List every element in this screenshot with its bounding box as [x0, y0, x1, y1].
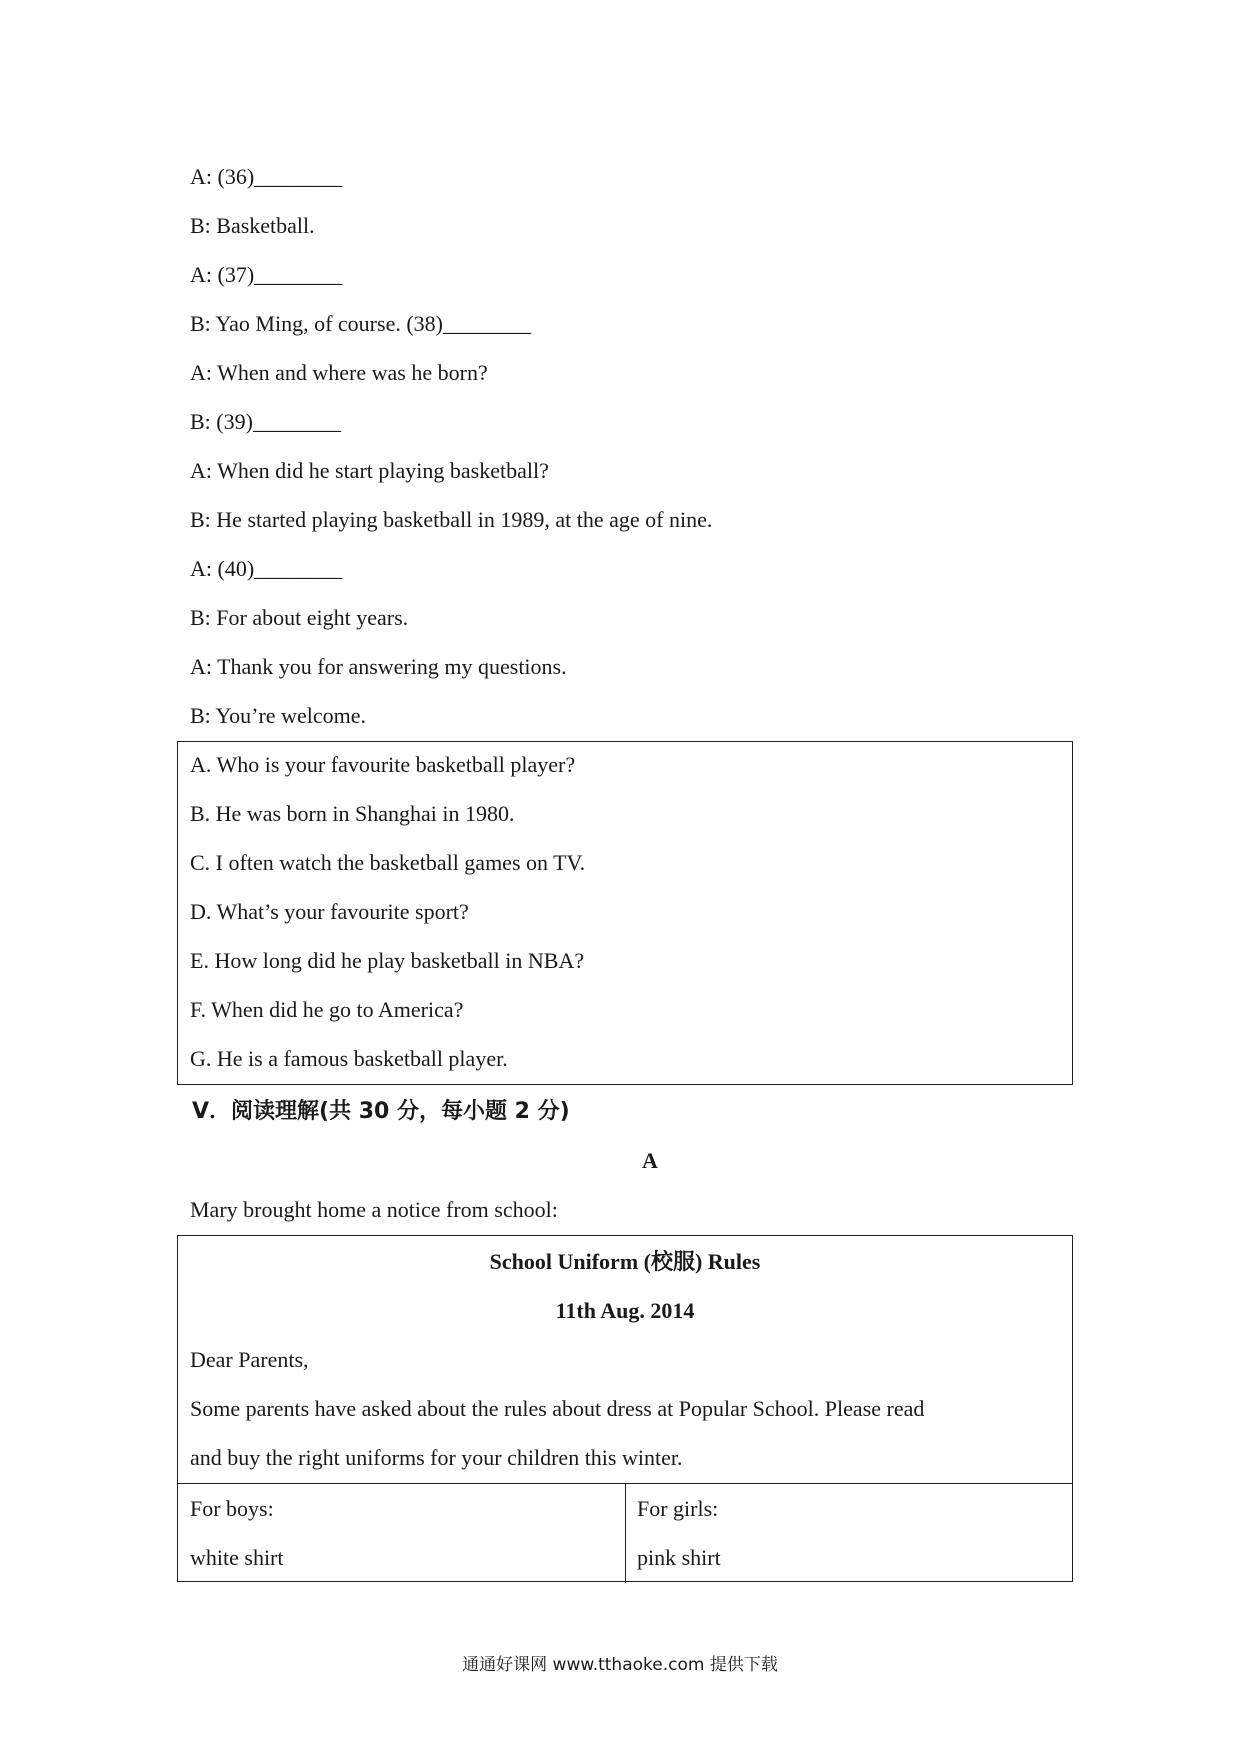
option-c: C. I often watch the basketball games on TV. — [190, 850, 586, 875]
option-f: F. When did he go to America? — [190, 997, 464, 1022]
notice-salutation: Dear Parents, — [190, 1347, 309, 1372]
dialogue-line-36: A: (36)________ — [190, 164, 343, 189]
footer-text: 通通好课网 www.tthaoke.com 提供下载 — [462, 1655, 778, 1675]
dialogue-line: A: When and where was he born? — [190, 360, 488, 385]
dialogue-line-37: A: (37)________ — [190, 262, 343, 287]
dialogue-line: B: For about eight years. — [190, 605, 409, 630]
notice-table — [177, 1235, 1073, 1582]
option-d: D. What’s your favourite sport? — [190, 899, 469, 924]
dialogue-line-39: B: (39)________ — [190, 409, 341, 434]
dialogue-line: A: When did he start playing basketball? — [190, 458, 549, 483]
option-g: G. He is a famous basketball player. — [190, 1046, 508, 1071]
notice-title: School Uniform (校服) Rules — [489, 1249, 761, 1274]
notice-body-line: and buy the right uniforms for your children this winter. — [190, 1445, 683, 1470]
dialogue-line: B: Basketball. — [190, 213, 315, 238]
notice-header-cell — [178, 1236, 1072, 1484]
passage-label: A — [642, 1148, 658, 1173]
boys-item: white shirt — [190, 1545, 284, 1570]
girls-heading: For girls: — [637, 1496, 719, 1521]
column-divider — [625, 1484, 626, 1583]
option-e: E. How long did he play basketball in NBA? — [190, 948, 585, 973]
girls-item: pink shirt — [637, 1545, 721, 1570]
boys-heading: For boys: — [190, 1496, 274, 1521]
passage-intro: Mary brought home a notice from school: — [190, 1197, 558, 1222]
section-heading: V．阅读理解(共 30 分，每小题 2 分) — [192, 1099, 570, 1124]
options-box — [177, 741, 1073, 1085]
option-a: A. Who is your favourite basketball player? — [190, 752, 576, 777]
option-b: B. He was born in Shanghai in 1980. — [190, 801, 515, 826]
dialogue-line: A: Thank you for answering my questions. — [190, 654, 567, 679]
notice-body-line: Some parents have asked about the rules about dress at Popular School. Please read — [190, 1396, 925, 1421]
dialogue-line: B: You’re welcome. — [190, 703, 366, 728]
dialogue-line-40: A: (40)________ — [190, 556, 343, 581]
dialogue-line-38: B: Yao Ming, of course. (38)________ — [190, 311, 531, 336]
notice-date: 11th Aug. 2014 — [555, 1298, 695, 1323]
dialogue-line: B: He started playing basketball in 1989, at the age of nine. — [190, 507, 713, 532]
